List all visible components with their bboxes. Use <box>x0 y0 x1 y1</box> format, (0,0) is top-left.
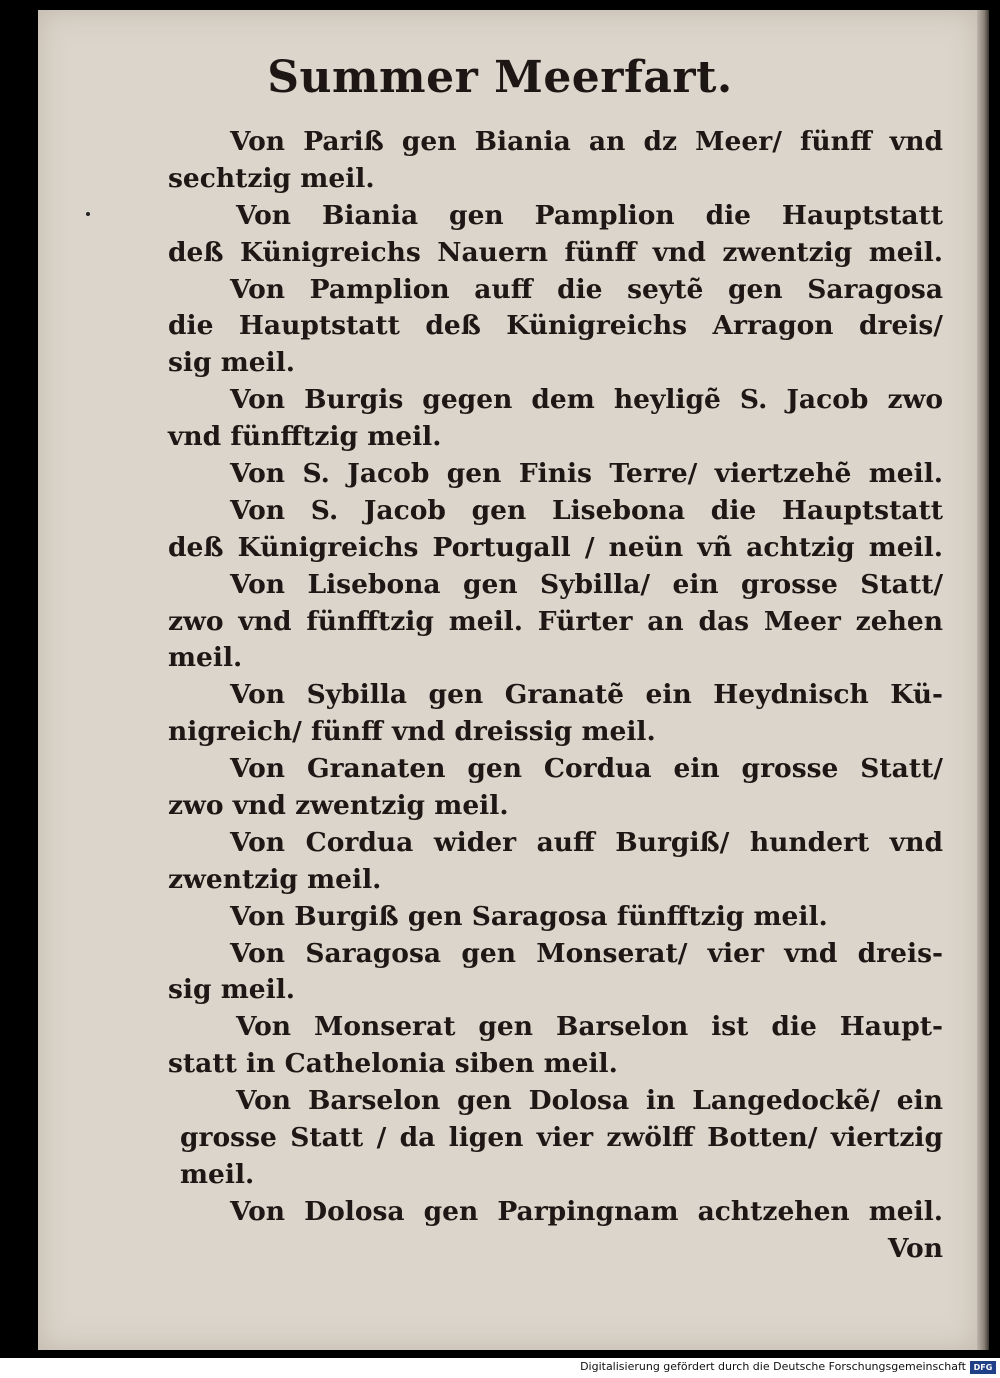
text-line: meil. <box>180 1158 255 1190</box>
page-text <box>168 124 943 1268</box>
text-line: Von Pariß gen Biania an dz Meer/ fünff vnd <box>230 126 943 157</box>
text-line: Von Monserat gen Barselon ist die Haupt- <box>236 1011 943 1043</box>
text-line: Von Cordua wider auff Burgiß/ hundert vnd <box>230 826 943 858</box>
footer-bar <box>0 1358 1000 1378</box>
text-line: sig meil. <box>168 347 296 379</box>
text-line: Von Biania gen Pamplion die Hauptstatt <box>236 199 943 231</box>
text-line: vnd fünfftzig meil. <box>168 421 442 453</box>
text-line: meil. <box>168 642 243 674</box>
text-line: Von Granaten gen Cordua ein grosse Statt/ <box>230 753 943 785</box>
text-line: Von Lisebona gen Sybilla/ ein grosse Statt/ <box>230 568 943 600</box>
footer-credit: Digitalisierung gefördert durch die Deutsche Forschungsgemeinschaft <box>580 1360 966 1373</box>
page-edge <box>977 10 989 1350</box>
text-line: Von S. Jacob gen Finis Terre/ viertzehẽ meil. <box>230 458 943 490</box>
text-line: Von S. Jacob gen Lisebona die Hauptstatt <box>230 494 943 526</box>
text-line: nigreich/ fünff vnd dreissig meil. <box>168 716 656 748</box>
text-line: sig meil. <box>168 974 296 1006</box>
text-line: statt in Cathelonia siben meil. <box>168 1048 618 1080</box>
text-line: Von Barselon gen Dolosa in Langedockẽ/ ein <box>236 1085 943 1117</box>
text-line: zwo vnd fünfftzig meil. Fürter an das Meer zehen <box>168 605 943 637</box>
dfg-logo-icon: DFG <box>970 1361 996 1374</box>
text-line: sechtzig meil. <box>168 162 375 194</box>
text-line: deß Künigreichs Nauern fünff vnd zwentzig meil. <box>168 236 943 268</box>
page-heading: Summer Meerfart. <box>267 52 733 103</box>
text-line: die Hauptstatt deß Künigreichs Arragon dreis/ <box>168 310 943 342</box>
text-line: grosse Statt / da ligen vier zwölff Botten/ viertzig <box>180 1122 943 1154</box>
text-line: zwo vnd zwentzig meil. <box>168 790 509 822</box>
text-line: zwentzig meil. <box>168 863 382 895</box>
text-line: Von Burgiß gen Saragosa fünfftzig meil. <box>230 900 828 932</box>
text-line: Von Pamplion auff die seytẽ gen Saragosa <box>230 273 943 305</box>
text-line: Von Sybilla gen Granatẽ ein Heydnisch Kü- <box>230 679 943 711</box>
text-line: Von Burgis gegen dem heyligẽ S. Jacob zwo <box>230 384 943 416</box>
text-line: Von Dolosa gen Parpingnam achtzehen meil. <box>230 1195 943 1227</box>
text-line: deß Künigreichs Portugall / neün vñ achtzig meil. <box>168 531 943 563</box>
ink-mark <box>86 212 90 216</box>
text-line: Von Saragosa gen Monserat/ vier vnd dreis- <box>230 937 943 969</box>
catchword: Von <box>887 1232 943 1264</box>
